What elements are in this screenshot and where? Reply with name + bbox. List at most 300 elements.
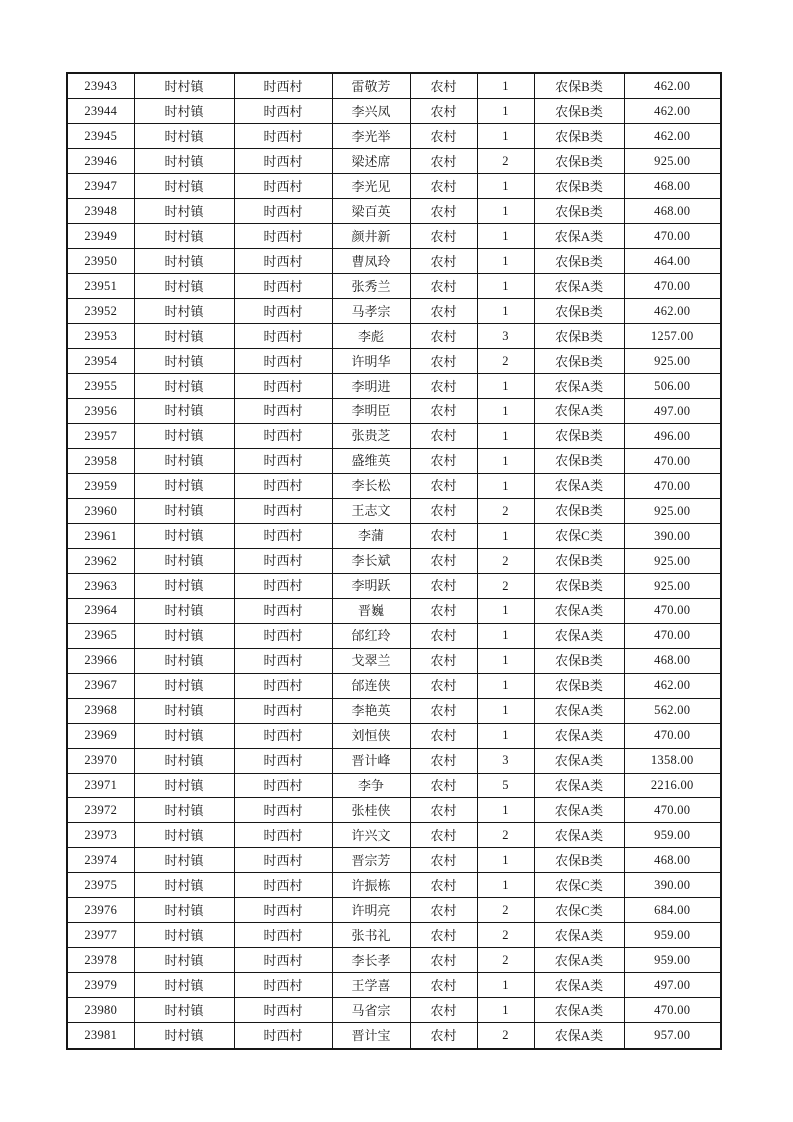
cell-name: 张贵芝: [332, 423, 410, 448]
cell-insurance-type: 农保A类: [534, 773, 624, 798]
table-row: [67, 398, 721, 423]
table-row: [67, 199, 721, 224]
cell-town: 时村镇: [134, 648, 234, 673]
table-row: [67, 898, 721, 923]
cell-village: 时西村: [234, 648, 332, 673]
cell-village: 时西村: [234, 723, 332, 748]
cell-seq: 23959: [67, 473, 134, 498]
table-row: [67, 124, 721, 149]
cell-headcount: 1: [477, 124, 534, 149]
cell-amount: 1358.00: [624, 748, 721, 773]
cell-residence: 农村: [410, 998, 477, 1023]
cell-town: 时村镇: [134, 723, 234, 748]
cell-residence: 农村: [410, 274, 477, 299]
cell-headcount: 1: [477, 848, 534, 873]
cell-seq: 23947: [67, 174, 134, 199]
cell-headcount: 1: [477, 249, 534, 274]
cell-headcount: 1: [477, 274, 534, 299]
cell-seq: 23964: [67, 598, 134, 623]
cell-headcount: 2: [477, 1023, 534, 1049]
cell-town: 时村镇: [134, 598, 234, 623]
cell-amount: 464.00: [624, 249, 721, 274]
cell-town: 时村镇: [134, 99, 234, 124]
cell-residence: 农村: [410, 648, 477, 673]
cell-seq: 23976: [67, 898, 134, 923]
cell-name: 李明进: [332, 374, 410, 399]
cell-insurance-type: 农保A类: [534, 1023, 624, 1049]
cell-residence: 农村: [410, 448, 477, 473]
cell-insurance-type: 农保C类: [534, 898, 624, 923]
cell-seq: 23979: [67, 973, 134, 998]
cell-seq: 23968: [67, 698, 134, 723]
cell-town: 时村镇: [134, 1023, 234, 1049]
cell-town: 时村镇: [134, 773, 234, 798]
cell-town: 时村镇: [134, 673, 234, 698]
cell-town: 时村镇: [134, 374, 234, 399]
cell-headcount: 1: [477, 723, 534, 748]
cell-town: 时村镇: [134, 448, 234, 473]
cell-headcount: 5: [477, 773, 534, 798]
cell-name: 梁述席: [332, 149, 410, 174]
table-row: [67, 374, 721, 399]
table-row: [67, 523, 721, 548]
cell-village: 时西村: [234, 948, 332, 973]
cell-name: 李争: [332, 773, 410, 798]
cell-headcount: 2: [477, 823, 534, 848]
cell-seq: 23962: [67, 548, 134, 573]
cell-town: 时村镇: [134, 798, 234, 823]
cell-amount: 470.00: [624, 274, 721, 299]
cell-village: 时西村: [234, 124, 332, 149]
cell-residence: 农村: [410, 1023, 477, 1049]
cell-name: 颜井新: [332, 224, 410, 249]
table-row: [67, 698, 721, 723]
cell-name: 李艳英: [332, 698, 410, 723]
cell-residence: 农村: [410, 124, 477, 149]
cell-name: 梁百英: [332, 199, 410, 224]
cell-seq: 23960: [67, 498, 134, 523]
table-row: [67, 99, 721, 124]
cell-amount: 390.00: [624, 523, 721, 548]
cell-insurance-type: 农保B类: [534, 99, 624, 124]
cell-village: 时西村: [234, 299, 332, 324]
cell-town: 时村镇: [134, 174, 234, 199]
cell-village: 时西村: [234, 374, 332, 399]
cell-headcount: 2: [477, 948, 534, 973]
cell-village: 时西村: [234, 798, 332, 823]
cell-town: 时村镇: [134, 149, 234, 174]
cell-amount: 925.00: [624, 548, 721, 573]
cell-town: 时村镇: [134, 698, 234, 723]
cell-amount: 468.00: [624, 848, 721, 873]
cell-town: 时村镇: [134, 548, 234, 573]
cell-village: 时西村: [234, 249, 332, 274]
table-row: [67, 723, 721, 748]
table-row: [67, 948, 721, 973]
cell-amount: 959.00: [624, 823, 721, 848]
cell-village: 时西村: [234, 349, 332, 374]
cell-name: 戈翠兰: [332, 648, 410, 673]
cell-seq: 23950: [67, 249, 134, 274]
cell-amount: 925.00: [624, 149, 721, 174]
cell-seq: 23980: [67, 998, 134, 1023]
cell-village: 时西村: [234, 598, 332, 623]
table-row: [67, 224, 721, 249]
cell-residence: 农村: [410, 823, 477, 848]
cell-village: 时西村: [234, 898, 332, 923]
cell-insurance-type: 农保A类: [534, 798, 624, 823]
table-row: [67, 349, 721, 374]
cell-town: 时村镇: [134, 948, 234, 973]
cell-name: 张秀兰: [332, 274, 410, 299]
cell-headcount: 1: [477, 698, 534, 723]
cell-headcount: 1: [477, 973, 534, 998]
cell-name: 李彪: [332, 324, 410, 349]
cell-residence: 农村: [410, 299, 477, 324]
cell-town: 时村镇: [134, 823, 234, 848]
cell-village: 时西村: [234, 573, 332, 598]
cell-name: 李长斌: [332, 548, 410, 573]
cell-amount: 959.00: [624, 923, 721, 948]
cell-village: 时西村: [234, 498, 332, 523]
cell-name: 王学喜: [332, 973, 410, 998]
table-row: [67, 648, 721, 673]
cell-name: 邰连侠: [332, 673, 410, 698]
cell-residence: 农村: [410, 149, 477, 174]
cell-village: 时西村: [234, 448, 332, 473]
cell-name: 邰红玲: [332, 623, 410, 648]
cell-amount: 470.00: [624, 473, 721, 498]
cell-village: 时西村: [234, 923, 332, 948]
cell-name: 张桂侠: [332, 798, 410, 823]
cell-residence: 农村: [410, 873, 477, 898]
cell-headcount: 1: [477, 673, 534, 698]
table-row: [67, 149, 721, 174]
cell-town: 时村镇: [134, 274, 234, 299]
cell-seq: 23972: [67, 798, 134, 823]
cell-insurance-type: 农保A类: [534, 923, 624, 948]
cell-headcount: 1: [477, 423, 534, 448]
cell-residence: 农村: [410, 73, 477, 99]
cell-amount: 468.00: [624, 174, 721, 199]
cell-village: 时西村: [234, 673, 332, 698]
cell-name: 许明华: [332, 349, 410, 374]
cell-headcount: 1: [477, 398, 534, 423]
cell-name: 许明亮: [332, 898, 410, 923]
cell-town: 时村镇: [134, 848, 234, 873]
cell-amount: 470.00: [624, 623, 721, 648]
cell-headcount: 1: [477, 73, 534, 99]
cell-town: 时村镇: [134, 73, 234, 99]
cell-insurance-type: 农保B类: [534, 548, 624, 573]
table-row: [67, 473, 721, 498]
cell-amount: 470.00: [624, 598, 721, 623]
cell-amount: 957.00: [624, 1023, 721, 1049]
cell-headcount: 2: [477, 149, 534, 174]
cell-insurance-type: 农保A类: [534, 224, 624, 249]
cell-town: 时村镇: [134, 199, 234, 224]
cell-amount: 462.00: [624, 124, 721, 149]
table-body: [67, 73, 721, 1049]
cell-town: 时村镇: [134, 898, 234, 923]
cell-headcount: 1: [477, 199, 534, 224]
table-row: [67, 673, 721, 698]
cell-seq: 23945: [67, 124, 134, 149]
cell-village: 时西村: [234, 73, 332, 99]
cell-amount: 468.00: [624, 648, 721, 673]
cell-town: 时村镇: [134, 998, 234, 1023]
table-row: [67, 573, 721, 598]
cell-village: 时西村: [234, 174, 332, 199]
cell-headcount: 2: [477, 573, 534, 598]
table-row: [67, 923, 721, 948]
cell-residence: 农村: [410, 623, 477, 648]
cell-town: 时村镇: [134, 299, 234, 324]
cell-residence: 农村: [410, 598, 477, 623]
cell-village: 时西村: [234, 848, 332, 873]
cell-seq: 23961: [67, 523, 134, 548]
cell-village: 时西村: [234, 623, 332, 648]
cell-name: 李光举: [332, 124, 410, 149]
cell-village: 时西村: [234, 998, 332, 1023]
cell-insurance-type: 农保C类: [534, 873, 624, 898]
cell-residence: 农村: [410, 898, 477, 923]
cell-village: 时西村: [234, 548, 332, 573]
table-row: [67, 498, 721, 523]
cell-residence: 农村: [410, 473, 477, 498]
cell-seq: 23978: [67, 948, 134, 973]
cell-headcount: 1: [477, 299, 534, 324]
cell-residence: 农村: [410, 723, 477, 748]
cell-town: 时村镇: [134, 349, 234, 374]
cell-village: 时西村: [234, 748, 332, 773]
cell-residence: 农村: [410, 498, 477, 523]
cell-name: 李长松: [332, 473, 410, 498]
cell-seq: 23966: [67, 648, 134, 673]
cell-name: 马孝宗: [332, 299, 410, 324]
cell-name: 张书礼: [332, 923, 410, 948]
cell-seq: 23970: [67, 748, 134, 773]
table-row: [67, 998, 721, 1023]
cell-headcount: 1: [477, 174, 534, 199]
cell-amount: 1257.00: [624, 324, 721, 349]
cell-headcount: 3: [477, 748, 534, 773]
cell-village: 时西村: [234, 698, 332, 723]
table-row: [67, 73, 721, 99]
cell-insurance-type: 农保A类: [534, 374, 624, 399]
cell-seq: 23943: [67, 73, 134, 99]
cell-insurance-type: 农保B类: [534, 448, 624, 473]
cell-village: 时西村: [234, 973, 332, 998]
cell-amount: 462.00: [624, 99, 721, 124]
cell-amount: 2216.00: [624, 773, 721, 798]
cell-amount: 497.00: [624, 398, 721, 423]
cell-town: 时村镇: [134, 124, 234, 149]
cell-name: 晋宗芳: [332, 848, 410, 873]
cell-village: 时西村: [234, 149, 332, 174]
cell-town: 时村镇: [134, 923, 234, 948]
cell-amount: 925.00: [624, 498, 721, 523]
table-row: [67, 274, 721, 299]
cell-village: 时西村: [234, 873, 332, 898]
cell-residence: 农村: [410, 798, 477, 823]
cell-residence: 农村: [410, 973, 477, 998]
cell-insurance-type: 农保B类: [534, 199, 624, 224]
cell-village: 时西村: [234, 199, 332, 224]
cell-amount: 470.00: [624, 798, 721, 823]
cell-amount: 497.00: [624, 973, 721, 998]
cell-insurance-type: 农保B类: [534, 573, 624, 598]
cell-town: 时村镇: [134, 224, 234, 249]
cell-residence: 农村: [410, 573, 477, 598]
cell-residence: 农村: [410, 948, 477, 973]
cell-amount: 470.00: [624, 448, 721, 473]
cell-residence: 农村: [410, 374, 477, 399]
cell-seq: 23963: [67, 573, 134, 598]
cell-headcount: 1: [477, 374, 534, 399]
cell-seq: 23969: [67, 723, 134, 748]
cell-seq: 23955: [67, 374, 134, 399]
cell-headcount: 1: [477, 998, 534, 1023]
cell-amount: 562.00: [624, 698, 721, 723]
cell-headcount: 2: [477, 349, 534, 374]
cell-residence: 农村: [410, 174, 477, 199]
cell-headcount: 2: [477, 923, 534, 948]
cell-insurance-type: 农保B类: [534, 249, 624, 274]
cell-name: 马省宗: [332, 998, 410, 1023]
cell-town: 时村镇: [134, 748, 234, 773]
cell-amount: 468.00: [624, 199, 721, 224]
table-row: [67, 448, 721, 473]
cell-name: 雷敬芳: [332, 73, 410, 99]
cell-town: 时村镇: [134, 523, 234, 548]
cell-residence: 农村: [410, 324, 477, 349]
cell-headcount: 1: [477, 598, 534, 623]
cell-seq: 23974: [67, 848, 134, 873]
cell-headcount: 3: [477, 324, 534, 349]
cell-village: 时西村: [234, 423, 332, 448]
cell-residence: 农村: [410, 673, 477, 698]
cell-headcount: 1: [477, 873, 534, 898]
table-row: [67, 1023, 721, 1049]
cell-amount: 470.00: [624, 723, 721, 748]
cell-village: 时西村: [234, 99, 332, 124]
cell-name: 盛维英: [332, 448, 410, 473]
cell-insurance-type: 农保A类: [534, 723, 624, 748]
table-row: [67, 823, 721, 848]
cell-insurance-type: 农保B类: [534, 648, 624, 673]
cell-insurance-type: 农保B类: [534, 848, 624, 873]
cell-residence: 农村: [410, 99, 477, 124]
cell-name: 李明跃: [332, 573, 410, 598]
cell-town: 时村镇: [134, 249, 234, 274]
cell-village: 时西村: [234, 1023, 332, 1049]
table-row: [67, 623, 721, 648]
table-row: [67, 324, 721, 349]
cell-insurance-type: 农保B类: [534, 673, 624, 698]
cell-name: 李兴凤: [332, 99, 410, 124]
cell-residence: 农村: [410, 224, 477, 249]
cell-amount: 959.00: [624, 948, 721, 973]
cell-name: 李蒲: [332, 523, 410, 548]
cell-seq: 23958: [67, 448, 134, 473]
cell-name: 晋计宝: [332, 1023, 410, 1049]
table-row: [67, 174, 721, 199]
cell-insurance-type: 农保B类: [534, 174, 624, 199]
cell-headcount: 1: [477, 523, 534, 548]
cell-seq: 23975: [67, 873, 134, 898]
cell-amount: 462.00: [624, 73, 721, 99]
cell-headcount: 1: [477, 448, 534, 473]
cell-insurance-type: 农保B类: [534, 299, 624, 324]
table-row: [67, 773, 721, 798]
cell-village: 时西村: [234, 823, 332, 848]
cell-insurance-type: 农保A类: [534, 973, 624, 998]
cell-insurance-type: 农保B类: [534, 423, 624, 448]
cell-insurance-type: 农保B类: [534, 124, 624, 149]
cell-seq: 23953: [67, 324, 134, 349]
cell-seq: 23977: [67, 923, 134, 948]
cell-residence: 农村: [410, 848, 477, 873]
cell-village: 时西村: [234, 398, 332, 423]
cell-village: 时西村: [234, 773, 332, 798]
cell-residence: 农村: [410, 199, 477, 224]
cell-name: 许振栋: [332, 873, 410, 898]
cell-amount: 470.00: [624, 998, 721, 1023]
cell-insurance-type: 农保A类: [534, 998, 624, 1023]
cell-insurance-type: 农保A类: [534, 748, 624, 773]
cell-headcount: 1: [477, 798, 534, 823]
cell-name: 晋计峰: [332, 748, 410, 773]
cell-residence: 农村: [410, 748, 477, 773]
cell-headcount: 1: [477, 623, 534, 648]
cell-seq: 23952: [67, 299, 134, 324]
cell-residence: 农村: [410, 548, 477, 573]
cell-seq: 23957: [67, 423, 134, 448]
table-row: [67, 423, 721, 448]
cell-residence: 农村: [410, 523, 477, 548]
cell-town: 时村镇: [134, 623, 234, 648]
cell-seq: 23971: [67, 773, 134, 798]
cell-seq: 23946: [67, 149, 134, 174]
cell-insurance-type: 农保A类: [534, 598, 624, 623]
cell-village: 时西村: [234, 274, 332, 299]
cell-town: 时村镇: [134, 473, 234, 498]
cell-amount: 925.00: [624, 349, 721, 374]
cell-insurance-type: 农保A类: [534, 473, 624, 498]
cell-village: 时西村: [234, 473, 332, 498]
cell-residence: 农村: [410, 773, 477, 798]
cell-amount: 462.00: [624, 299, 721, 324]
cell-seq: 23956: [67, 398, 134, 423]
cell-insurance-type: 农保A类: [534, 274, 624, 299]
cell-insurance-type: 农保A类: [534, 948, 624, 973]
cell-insurance-type: 农保B类: [534, 349, 624, 374]
cell-seq: 23949: [67, 224, 134, 249]
cell-town: 时村镇: [134, 973, 234, 998]
cell-insurance-type: 农保B类: [534, 324, 624, 349]
cell-residence: 农村: [410, 349, 477, 374]
cell-headcount: 2: [477, 548, 534, 573]
cell-amount: 496.00: [624, 423, 721, 448]
table-row: [67, 873, 721, 898]
cell-insurance-type: 农保A类: [534, 398, 624, 423]
cell-seq: 23948: [67, 199, 134, 224]
cell-residence: 农村: [410, 398, 477, 423]
cell-insurance-type: 农保A类: [534, 823, 624, 848]
cell-insurance-type: 农保B类: [534, 73, 624, 99]
table-row: [67, 973, 721, 998]
